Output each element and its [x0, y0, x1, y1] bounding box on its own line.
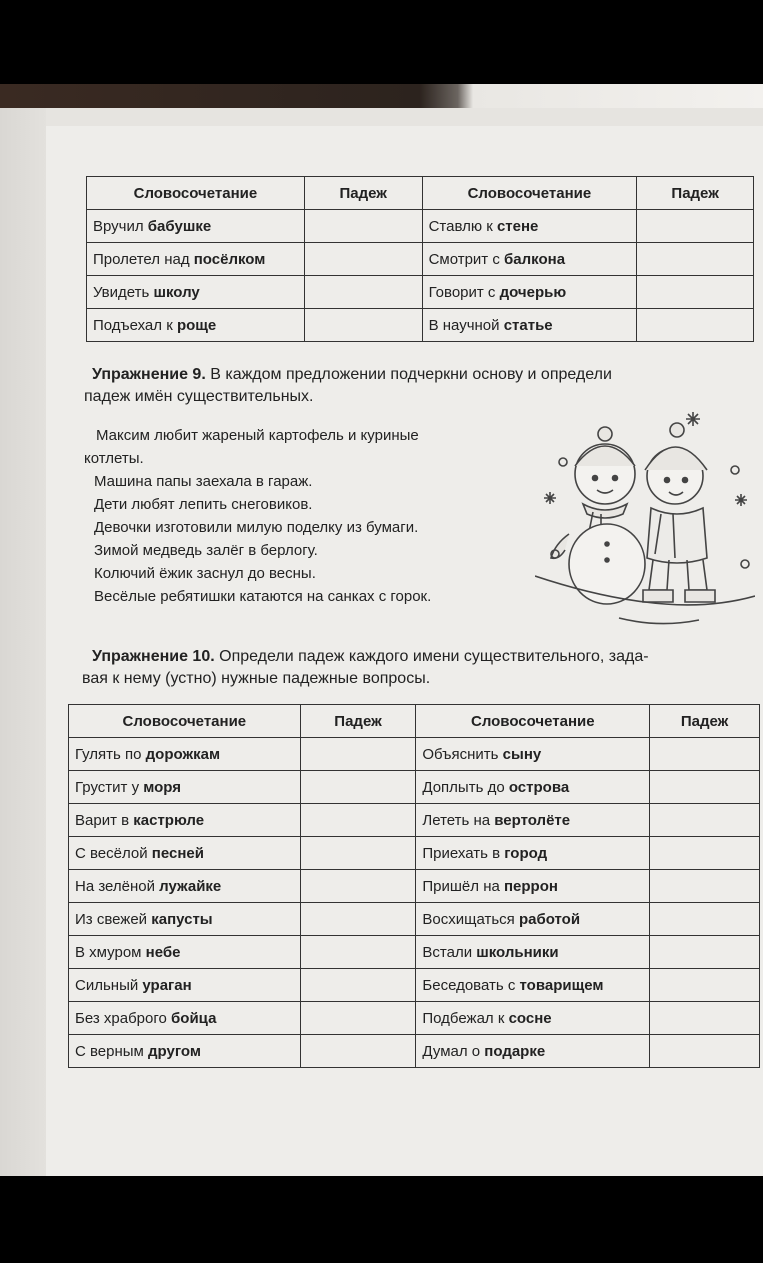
table-row [69, 903, 760, 936]
sentence: Машина папы заехала в гараж. [94, 473, 313, 490]
table-row [69, 1035, 760, 1068]
exercise-10-instruction: Определи падеж каждого имени существительного, зада- [214, 648, 649, 665]
phrase-cell: Восхищаться работой [416, 903, 650, 936]
phrase-cell: Варит в кастрюле [69, 804, 301, 837]
phrase-cell: С весёлой песней [69, 837, 301, 870]
table-row [69, 837, 760, 870]
case-table-1 [86, 176, 754, 342]
phrase-cell: В научной статье [422, 309, 637, 342]
phrase-cell: Ставлю к стене [422, 210, 637, 243]
phrase-cell: Гулять по дорожкам [69, 738, 301, 771]
case-answer-cell[interactable] [650, 804, 760, 837]
phrase-cell: Подъехал к роще [87, 309, 305, 342]
table-row [69, 738, 760, 771]
sentence: Колючий ёжик заснул до весны. [94, 565, 316, 582]
table-row [87, 210, 754, 243]
case-answer-cell[interactable] [300, 1035, 416, 1068]
page-edge [0, 108, 46, 1176]
case-answer-cell[interactable] [637, 276, 754, 309]
case-answer-cell[interactable] [650, 837, 760, 870]
column-header-phrase: Словосочетание [87, 177, 305, 210]
exercise-9-instruction: В каждом предложении подчеркни основу и определи [205, 366, 612, 383]
phrase-cell: Беседовать с товарищем [416, 969, 650, 1002]
table-row [69, 771, 760, 804]
column-header-case: Падеж [304, 177, 422, 210]
phrase-cell: Лететь на вертолёте [416, 804, 650, 837]
table-row [69, 969, 760, 1002]
case-answer-cell[interactable] [650, 969, 760, 1002]
phrase-cell: Объяснить сыну [416, 738, 650, 771]
phrase-cell: Пришёл на перрон [416, 870, 650, 903]
table-row [87, 243, 754, 276]
phrase-cell: Приехать в город [416, 837, 650, 870]
phrase-cell: Смотрит с балкона [422, 243, 637, 276]
phrase-cell: Доплыть до острова [416, 771, 650, 804]
exercise-9-label: Упражнение 9. [92, 366, 206, 383]
case-answer-cell[interactable] [300, 936, 416, 969]
table-header-row [69, 705, 760, 738]
column-header-phrase: Словосочетание [69, 705, 301, 738]
phrase-cell: Без храброго бойца [69, 1002, 301, 1035]
case-answer-cell[interactable] [300, 804, 416, 837]
table-row [69, 804, 760, 837]
table-row [69, 936, 760, 969]
phrase-cell: На зелёной лужайке [69, 870, 301, 903]
phrase-cell: Встали школьники [416, 936, 650, 969]
case-answer-cell[interactable] [300, 1002, 416, 1035]
table-row [69, 870, 760, 903]
sentence: Зимой медведь залёг в берлогу. [94, 542, 318, 559]
phrase-cell: Думал о подарке [416, 1035, 650, 1068]
phrase-cell: Сильный ураган [69, 969, 301, 1002]
snowman-child-illustration [535, 404, 755, 632]
case-answer-cell[interactable] [637, 309, 754, 342]
case-answer-cell[interactable] [637, 243, 754, 276]
sentence: Дети любят лепить снеговиков. [94, 496, 313, 513]
phrase-cell: Увидеть школу [87, 276, 305, 309]
phrase-cell: С верным другом [69, 1035, 301, 1068]
phrase-cell: Пролетел над посёлком [87, 243, 305, 276]
table-row [87, 276, 754, 309]
case-answer-cell[interactable] [637, 210, 754, 243]
case-answer-cell[interactable] [300, 837, 416, 870]
sentence: Весёлые ребятишки катаются на санках с горок. [94, 588, 432, 605]
case-answer-cell[interactable] [300, 738, 416, 771]
phrase-cell: Говорит с дочерью [422, 276, 637, 309]
table-row [69, 1002, 760, 1035]
case-answer-cell[interactable] [650, 936, 760, 969]
table-row [87, 309, 754, 342]
column-header-phrase: Словосочетание [416, 705, 650, 738]
phrase-cell: Грустит у моря [69, 771, 301, 804]
exercise-9-title [84, 364, 612, 408]
case-answer-cell[interactable] [300, 903, 416, 936]
exercise-9-instruction-cont: падеж имён существительных. [84, 388, 314, 405]
sentence: котлеты. [84, 450, 144, 467]
sentence: Максим любит жареный картофель и куриные [96, 427, 419, 444]
case-answer-cell[interactable] [304, 276, 422, 309]
phrase-cell: Из свежей капусты [69, 903, 301, 936]
case-answer-cell[interactable] [300, 870, 416, 903]
case-answer-cell[interactable] [650, 1035, 760, 1068]
case-answer-cell[interactable] [300, 969, 416, 1002]
phrase-cell: Вручил бабушке [87, 210, 305, 243]
case-answer-cell[interactable] [300, 771, 416, 804]
case-answer-cell[interactable] [650, 1002, 760, 1035]
phrase-cell: Подбежал к сосне [416, 1002, 650, 1035]
column-header-case: Падеж [300, 705, 416, 738]
column-header-phrase: Словосочетание [422, 177, 637, 210]
case-answer-cell[interactable] [650, 903, 760, 936]
exercise-10-title [82, 646, 649, 690]
column-header-case: Падеж [637, 177, 754, 210]
column-header-case: Падеж [650, 705, 760, 738]
table-header-row [87, 177, 754, 210]
case-answer-cell[interactable] [650, 771, 760, 804]
case-answer-cell[interactable] [304, 243, 422, 276]
exercise-10-instruction-cont: вая к нему (устно) нужные падежные вопросы. [82, 670, 431, 687]
case-answer-cell[interactable] [650, 738, 760, 771]
exercise-10-label: Упражнение 10. [92, 648, 215, 665]
phrase-cell: В хмуром небе [69, 936, 301, 969]
sentence: Девочки изготовили милую поделку из бумаги. [94, 519, 419, 536]
case-answer-cell[interactable] [304, 309, 422, 342]
case-answer-cell[interactable] [650, 870, 760, 903]
case-answer-cell[interactable] [304, 210, 422, 243]
exercise-9-sentences [84, 424, 534, 608]
case-table-2 [68, 704, 760, 1068]
